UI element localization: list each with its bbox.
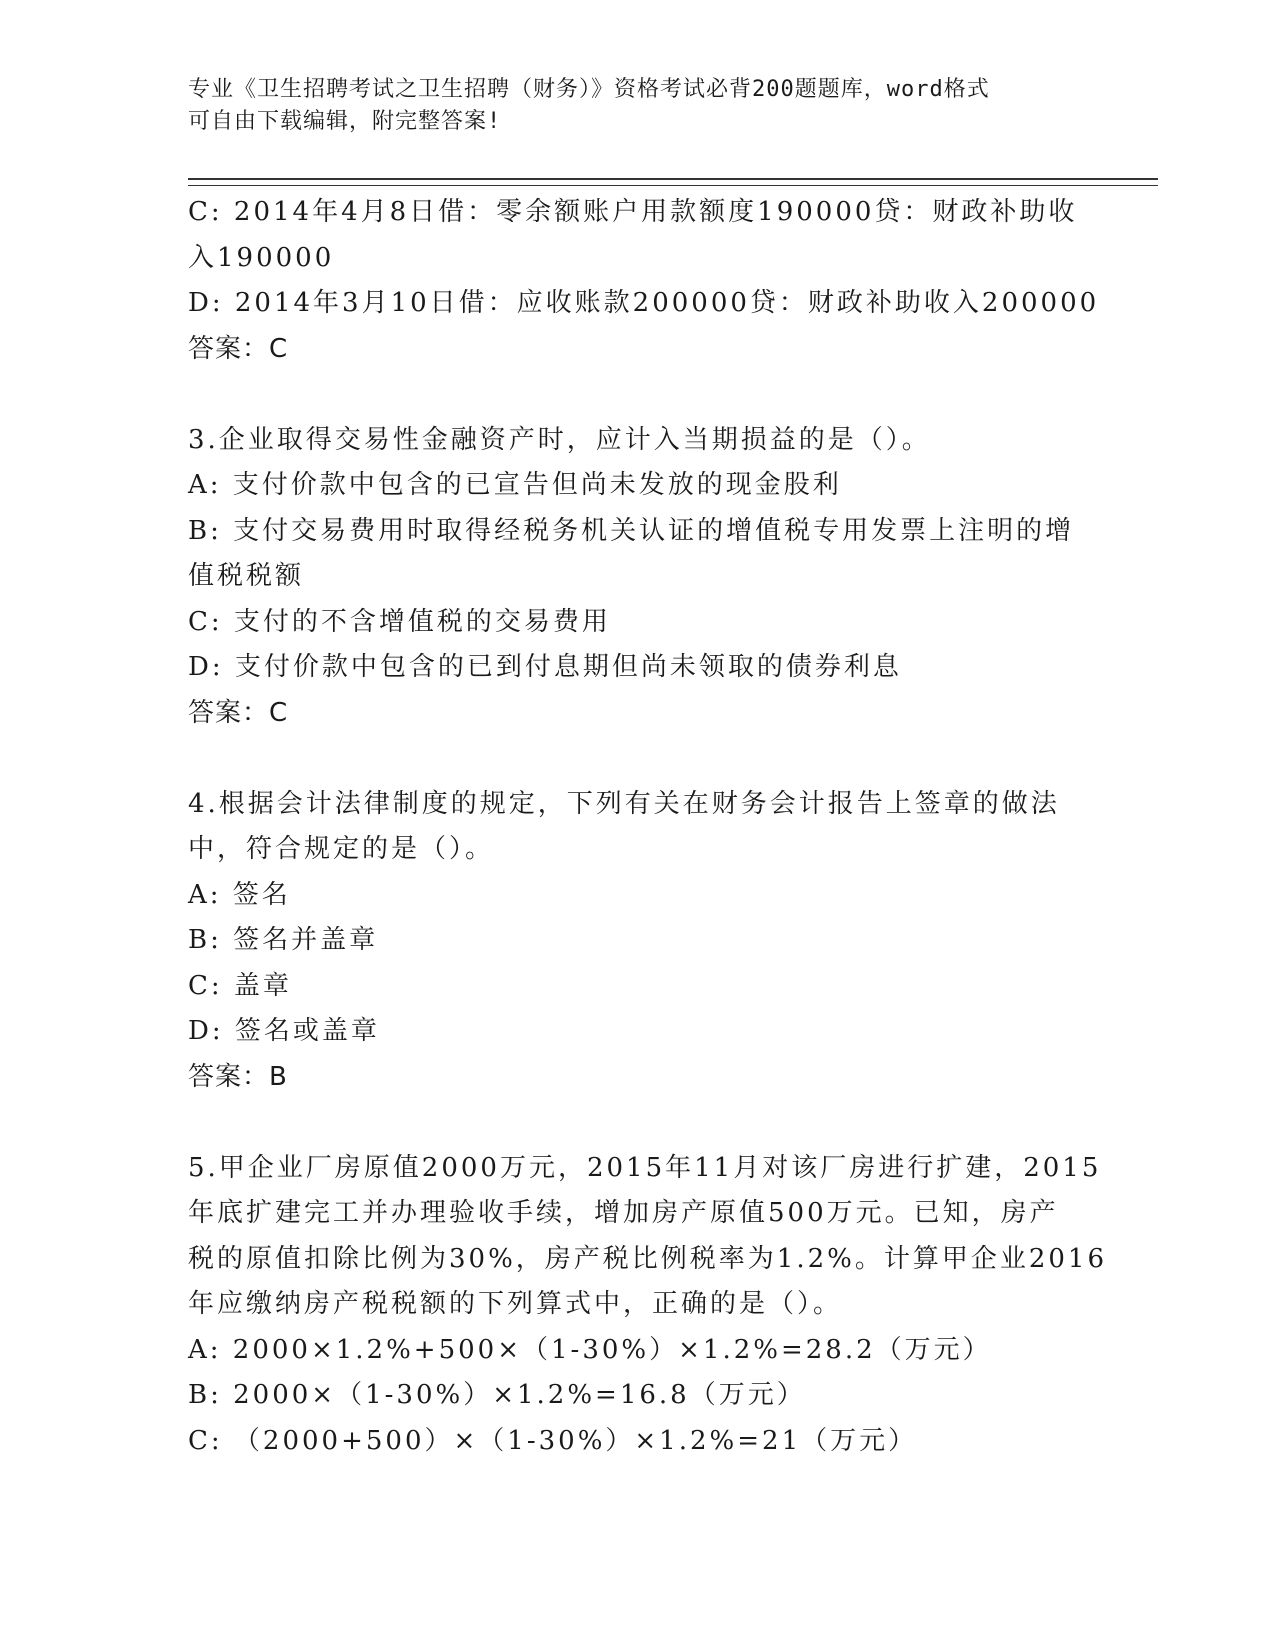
document-body [188,190,1108,1464]
question-5 [188,1146,1108,1465]
option-d: D: 支付价款中包含的已到付息期但尚未领取的债券利息 [188,652,902,682]
question-2-continuation [188,190,1100,372]
option-a: A: 2000×1.2%+500×（1-30%）×1.2%=28.2（万元） [188,1334,992,1365]
question-stem: 3.企业取得交易性金融资产时，应计入当期损益的是（）。 [188,424,931,455]
option-b: B: 支付交易费用时取得经税务机关认证的增值税专用发票上注明的增 [188,515,1075,546]
answer: 答案：C [188,333,289,364]
option-c-continued: 入190000 [188,242,335,273]
question-4 [188,782,1088,1101]
question-stem-continued: 中，符合规定的是（）。 [188,834,495,864]
option-c: C: 2014年4月8日借：零余额账户用款额度190000贷：财政补助收 [188,197,1078,227]
option-a: A: 签名 [188,879,291,910]
option-c: C: （2000+500）×（1-30%）×1.2%=21（万元） [188,1425,918,1456]
question-stem-continued: 税的原值扣除比例为30%，房产税比例税率为1.2%。计算甲企业2016 [188,1243,1108,1274]
answer: 答案：C [188,697,289,728]
option-d: D: 签名或盖章 [188,1016,380,1046]
option-a: A: 支付价款中包含的已宣告但尚未发放的现金股利 [188,470,842,500]
option-b: B: 2000×（1-30%）×1.2%=16.8（万元） [188,1380,806,1410]
question-3 [188,418,1088,737]
document-header [188,74,1068,138]
option-c: C: 盖章 [188,970,292,1001]
option-d: D: 2014年3月10日借：应收账款200000贷：财政补助收入200000 [188,288,1100,318]
question-stem: 4.根据会计法律制度的规定，下列有关在财务会计报告上签章的做法 [188,788,1060,819]
option-b: B: 签名并盖章 [188,925,379,955]
option-c: C: 支付的不含增值税的交易费用 [188,606,611,637]
question-stem-continued: 年应缴纳房产税税额的下列算式中，正确的是（）。 [188,1289,843,1319]
header-divider [188,178,1158,186]
question-stem-continued: 年底扩建完工并办理验收手续，增加房产原值500万元。已知，房产 [188,1198,1059,1228]
question-stem: 5.甲企业厂房原值2000万元，2015年11月对该厂房进行扩建，2015 [188,1152,1102,1183]
option-b-continued: 值税税额 [188,561,305,591]
header-title-line-2: 可自由下载编辑，附完整答案! [188,109,502,134]
header-title-line-1: 专业《卫生招聘考试之卫生招聘（财务）》资格考试必背200题题库，word格式 [188,77,990,102]
answer: 答案：B [188,1061,288,1092]
